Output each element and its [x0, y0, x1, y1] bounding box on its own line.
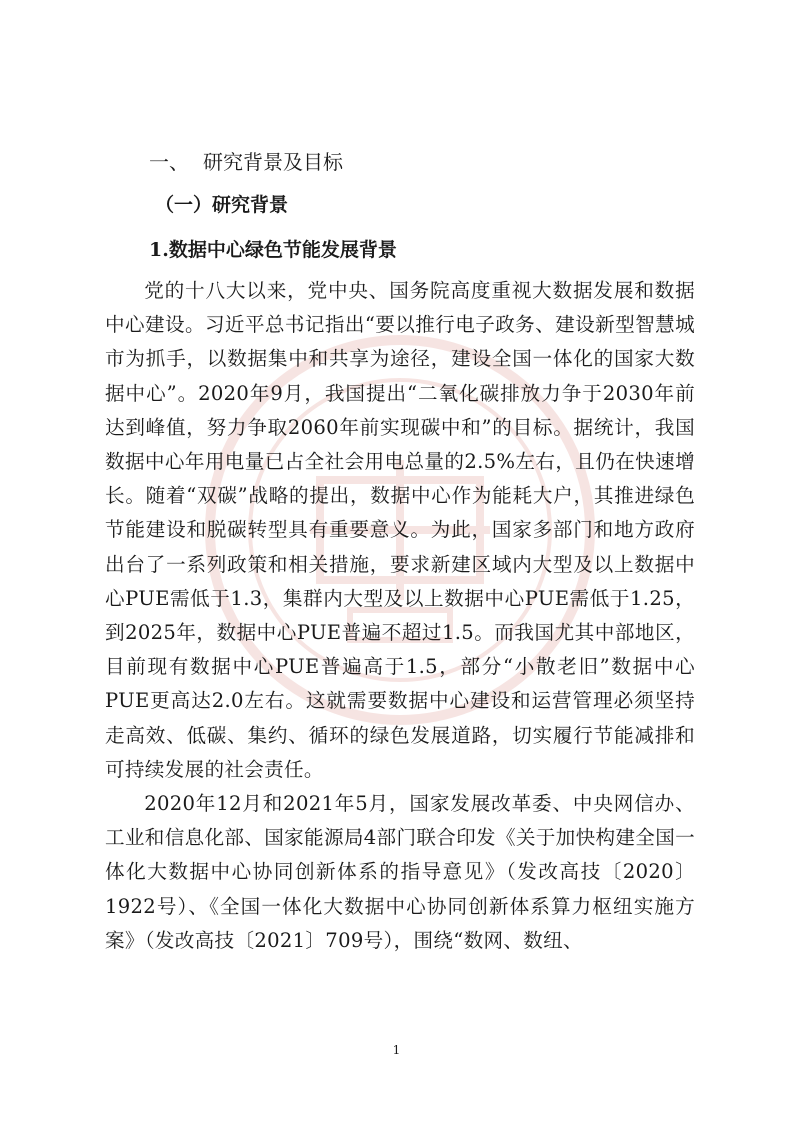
paragraph: 党的十八大以来，党中央、国务院高度重视大数据发展和数据中心建设。习近平总书记指出“要以推行电子政务、建设新型智慧城市为抓手，以数据集中和共享为途径，建设全国一体化的国家大数据中心”。2020年9月，我国提出“二氧化碳排放力争于2030年前达到峰值，努力争取2060年前实现碳中和”的目标。据统计，我国数据中心年用电量已占全社会用电总量的2.5%左右，且仍在快速增长。随着“双碳”战略的提出，数据中心作为能耗大户，其推进绿色节能建设和脱碳转型具有重要意义。为此，国家多部门和地方政府出台了一系列政策和相关措施，要求新建区域内大型及以上数据中心PUE需低于1.3，集群内大型及以上数据中心PUE需低于1.25，到2025年，数据中心PUE普遍不超过1.5。而我国尤其中部地区，目前现有数据中心PUE普遍高于1.5，部分“小散老旧”数据中心PUE更高达2.0左右。这就需要数据中心建设和运营管理必须坚持走高效、低碳、集约、循环的绿色发展道路，切实履行节能减排和可持续发展的社会责任。 — [105, 279, 695, 781]
page-number: 1 — [392, 1043, 401, 1057]
subsubsection-heading: 1.数据中心绿色节能发展背景 — [149, 239, 397, 261]
section-heading — [149, 140, 695, 184]
section-number: 一、 — [149, 150, 189, 174]
section-title: 研究背景及目标 — [203, 150, 343, 174]
paragraph: 2020年12月和2021年5月，国家发展改革委、中央网信办、工业和信息化部、国家能源局4部门联合印发《关于加快构建全国一体化大数据中心协同创新体系的指导意见》（发改高技〔2020〕1922号）、《全国一体化大数据中心协同创新体系算力枢纽实施方案》（发改高技〔2021〕709号），围绕“数网、数纽、 — [105, 792, 695, 952]
document-body — [105, 140, 695, 958]
subsection-heading: （一）研究背景 — [155, 194, 289, 216]
